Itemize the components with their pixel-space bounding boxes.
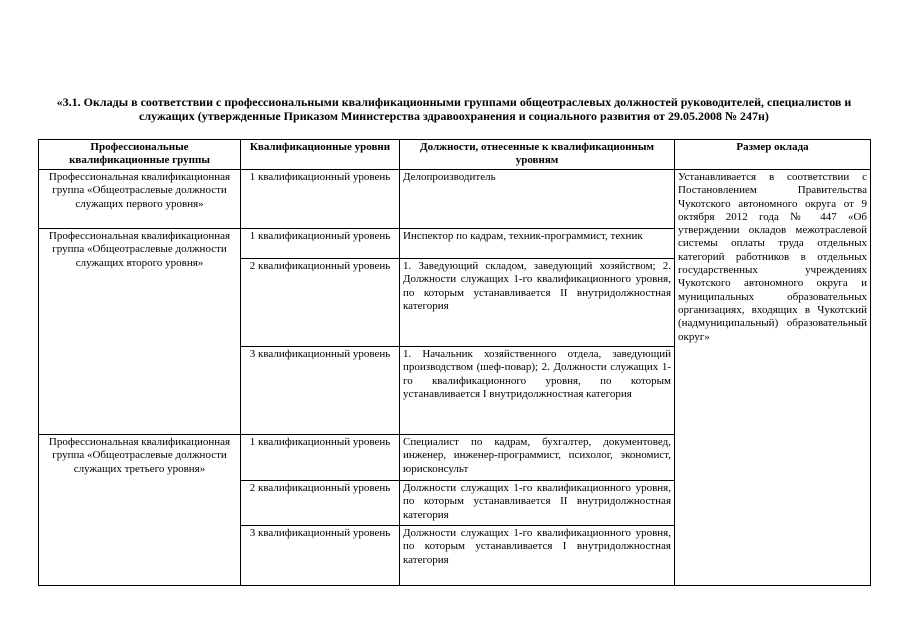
header-groups: Профессиональные квалификационные группы	[39, 140, 241, 170]
qualification-level: 1 квалификационный уровень	[241, 229, 400, 259]
qualification-level: 2 квалификационный уровень	[241, 259, 400, 347]
qualification-level: 2 квалификационный уровень	[241, 481, 400, 526]
positions-cell: Специалист по кадрам, бухгалтер, документовед, инженер, инженер-программист, психолог, экономист, юрисконсульт	[400, 435, 675, 481]
qualification-level: 3 квалификационный уровень	[241, 347, 400, 435]
document-title: «3.1. Оклады в соответствии с профессиональными квалификационными группами общеотраслевых должностей руководителей, специалистов и служащих (утвержденные Приказом Министерства здравоохранения и социального развития от 29.05.2008 № 247н)	[56, 95, 852, 123]
qualification-level: 3 квалификационный уровень	[241, 526, 400, 586]
positions-cell: Делопроизводитель	[400, 170, 675, 229]
qualification-level: 1 квалификационный уровень	[241, 170, 400, 229]
salary-table	[38, 139, 871, 586]
table-header-row	[39, 140, 871, 170]
positions-cell: 1. Заведующий складом, заведующий хозяйством; 2. Должности служащих 1-го квалификационного уровня, по которым устанавливается II внутридолжностная категория	[400, 259, 675, 347]
group-name: Профессиональная квалификационная группа «Общеотраслевые должности служащих третьего уровня»	[39, 435, 241, 586]
positions-cell: Должности служащих 1-го квалификационного уровня, по которым устанавливается I внутридолжностная категория	[400, 526, 675, 586]
table-row	[39, 170, 871, 229]
salary-note: Устанавливается в соответствии с Постановлением Правительства Чукотского автономного округа от 9 октября 2012 года № 447 «Об утверждении окладов межотраслевой системы оплаты труда отдельных категорий работников в отдельных государственных учреждениях Чукотского автономного округа и муниципальных образовательных организациях, входящих в Чукотский (надмуниципальный) образовательный округ»	[675, 170, 871, 586]
header-positions: Должности, отнесенные к квалификационным уровням	[400, 140, 675, 170]
positions-cell: Инспектор по кадрам, техник-программист, техник	[400, 229, 675, 259]
positions-cell: Должности служащих 1-го квалификационного уровня, по которым устанавливается II внутридолжностная категория	[400, 481, 675, 526]
group-name: Профессиональная квалификационная группа «Общеотраслевые должности служащих первого уровня»	[39, 170, 241, 229]
qualification-level: 1 квалификационный уровень	[241, 435, 400, 481]
positions-cell: 1. Начальник хозяйственного отдела, заведующий производством (шеф-повар); 2. Должности служащих 1-го квалификационного уровня, по которым устанавливается I внутридолжностная категория	[400, 347, 675, 435]
group-name: Профессиональная квалификационная группа «Общеотраслевые должности служащих второго уровня»	[39, 229, 241, 435]
header-levels: Квалификационные уровни	[241, 140, 400, 170]
header-salary: Размер оклада	[675, 140, 871, 170]
